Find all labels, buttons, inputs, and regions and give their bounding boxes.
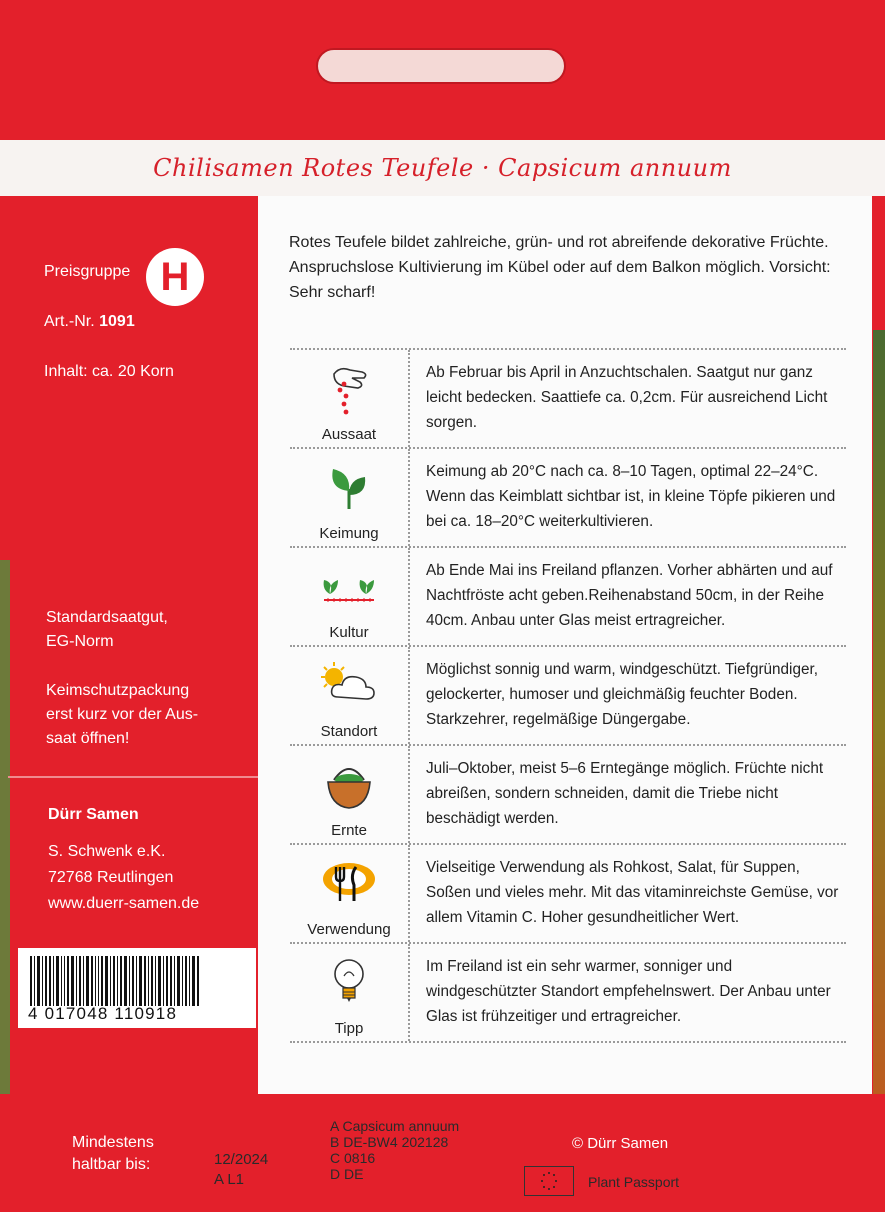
table-row xyxy=(290,845,846,944)
company-line: 72768 Reutlingen xyxy=(48,869,174,886)
background-left-edge xyxy=(0,560,10,1120)
table-row xyxy=(290,348,846,449)
best-before-label-line2: haltbar bis: xyxy=(72,1156,151,1173)
seed-standard-line: Standardsaatgut, xyxy=(46,609,168,626)
divider xyxy=(8,776,258,778)
hang-hole xyxy=(316,48,566,84)
seed-standard-line: EG-Norm xyxy=(46,633,114,650)
title-band xyxy=(0,140,885,196)
table-row xyxy=(290,647,846,746)
plate-cutlery-icon xyxy=(320,855,378,911)
preisgruppe-label: Preisgruppe xyxy=(44,263,131,280)
row-label: Ernte xyxy=(331,822,367,839)
copyright: © Dürr Samen xyxy=(572,1135,669,1152)
table-row xyxy=(290,548,846,647)
row-label: Kultur xyxy=(329,624,369,641)
row-description: Ab Ende Mai ins Freiland pflanzen. Vorher abhärten und auf Nachtfröste acht geben.Reihenabstand 50cm, in der Reihe 40cm. Anbau unter Glas meist ertragreicher. xyxy=(426,562,833,629)
background-right-edge xyxy=(873,330,885,1120)
row-label: Tipp xyxy=(334,1020,364,1037)
product-title: Chilisamen Rotes Teufele · Capsicum annuum xyxy=(153,154,732,182)
light-bulb-icon xyxy=(320,954,378,1010)
sowing-hand-icon xyxy=(320,360,378,416)
plant-passport-details xyxy=(330,1118,459,1182)
row-description: Keimung ab 20°C nach ca. 8–10 Tagen, optimal 22–24°C. Wenn das Keimblatt sichtbar ist, in kleine Töpfe pikieren und bei ca. 18–20°C weiterkultivieren. xyxy=(426,463,836,530)
cultivation-table xyxy=(290,348,846,1043)
preisgruppe-badge: H xyxy=(146,248,204,306)
row-description: Möglichst sonnig und warm, windgeschützt. Tiefgründiger, gelockerter, humoser und gleichmäßig feuchter Boden. Starkzehrer, regelmäßige Düngergabe. xyxy=(426,661,818,728)
article-number-value: 1091 xyxy=(99,313,135,330)
row-description: Juli–Oktober, meist 5–6 Erntegänge möglich. Früchte nicht abreißen, sondern schneiden, damit die Triebe nicht beschädigt werden. xyxy=(426,760,824,827)
barcode-bars xyxy=(30,956,250,1006)
row-label: Verwendung xyxy=(307,921,391,938)
germination-protection-note xyxy=(46,679,198,751)
eu-flag-icon xyxy=(524,1166,574,1196)
company-website: www.duerr-samen.de xyxy=(48,895,200,912)
germination-note-line: saat öffnen! xyxy=(46,730,130,747)
barcode xyxy=(18,948,256,1028)
seed-standard xyxy=(46,606,168,654)
article-number xyxy=(44,313,135,331)
passport-line: B DE-BW4 202128 xyxy=(330,1134,449,1150)
company-name: Dürr Samen xyxy=(48,806,139,823)
intro-text: Rotes Teufele bildet zahlreiche, grün- und rot abreifende dekorative Früchte. Anspruchslose Kultivierung im Kübel oder auf dem Balkon möglich. Vorsicht: Sehr scharf! xyxy=(289,234,831,301)
best-before-date: 12/2024 xyxy=(214,1151,269,1168)
plants-ruler-icon xyxy=(320,558,378,614)
row-description: Ab Februar bis April in Anzuchtschalen. Saatgut nur ganz leicht bedecken. Saattiefe ca. 0,2cm. Für ausreichend Licht sorgen. xyxy=(426,364,828,431)
row-label: Standort xyxy=(320,723,378,740)
lot-number: A L1 xyxy=(214,1171,245,1188)
germination-note-line: Keimschutzpackung xyxy=(46,682,190,699)
content-info: Inhalt: ca. 20 Korn xyxy=(44,363,174,380)
plant-passport-label: Plant Passport xyxy=(588,1174,680,1190)
seedling-icon xyxy=(320,459,378,515)
row-description: Im Freiland ist ein sehr warmer, sonniger und windgeschützter Standort empfehelnswert. Der Anbau unter Glas ist frühzeitiger und ertragreicher. xyxy=(426,958,831,1025)
germination-note-line: erst kurz vor der Aus- xyxy=(46,706,199,723)
company-address xyxy=(48,839,199,917)
table-row xyxy=(290,449,846,548)
passport-line: A Capsicum annuum xyxy=(330,1118,460,1134)
article-number-label: Art.-Nr. xyxy=(44,313,95,330)
sun-cloud-icon xyxy=(312,657,382,713)
passport-line: C 0816 xyxy=(330,1150,376,1166)
basket-icon xyxy=(320,756,378,812)
table-row xyxy=(290,746,846,845)
barcode-number: 4 017048 110918 xyxy=(28,1004,178,1023)
company-line: S. Schwenk e.K. xyxy=(48,843,166,860)
best-before-label-line1: Mindestens xyxy=(72,1134,154,1151)
table-row xyxy=(290,944,846,1043)
row-description: Vielseitige Verwendung als Rohkost, Salat, für Suppen, Soßen und vieles mehr. Mit das vitaminreichste Gemüse, vor allem Vitamin C. Hoher gesundheitlicher Wert. xyxy=(426,859,839,926)
row-label: Keimung xyxy=(319,525,379,542)
passport-line: D DE xyxy=(330,1166,364,1182)
row-label: Aussaat xyxy=(321,426,377,443)
